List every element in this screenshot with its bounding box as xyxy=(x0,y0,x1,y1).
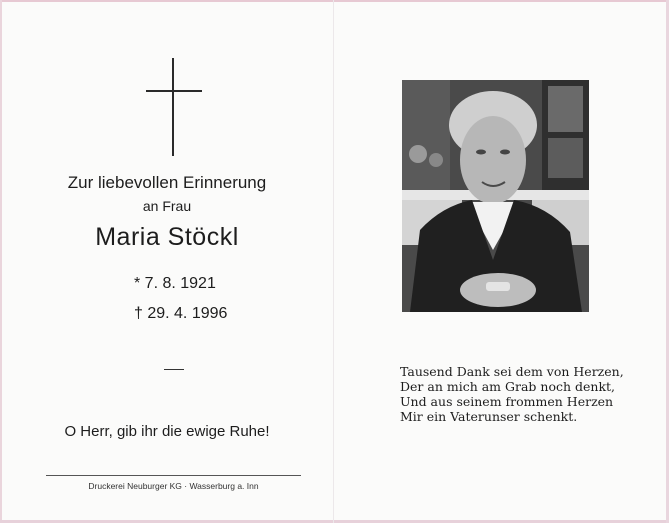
salutation: an Frau xyxy=(142,198,192,214)
divider-dash xyxy=(164,369,184,370)
verse-block xyxy=(400,364,624,424)
verse-line: Mir ein Vaterunser schenkt. xyxy=(400,409,578,424)
verse-line: Tausend Dank sei dem von Herzen, xyxy=(400,364,624,379)
cross-vertical-bar xyxy=(172,58,174,156)
portrait-illustration xyxy=(402,80,589,312)
card-edge-top xyxy=(0,0,669,2)
birth-date: * 7. 8. 1921 xyxy=(134,275,216,292)
deceased-name: Maria Stöckl xyxy=(95,223,239,251)
memory-heading: Zur liebevollen Erinnerung xyxy=(67,173,267,192)
cross-icon xyxy=(146,58,202,156)
portrait-photo xyxy=(402,80,589,312)
verse-line: Und aus seinem frommen Herzen xyxy=(400,394,614,409)
footer-rule xyxy=(46,475,301,476)
prayer-line: O Herr, gib ihr die ewige Ruhe! xyxy=(64,423,270,440)
death-date: † 29. 4. 1996 xyxy=(134,305,228,322)
printer-credit: Druckerei Neuburger KG · Wasserburg a. Inn xyxy=(88,481,259,491)
fold-line xyxy=(333,0,334,523)
verse-line: Der an mich am Grab noch denkt, xyxy=(400,379,616,394)
cross-horizontal-bar xyxy=(146,90,202,92)
card-edge-left xyxy=(0,0,2,523)
